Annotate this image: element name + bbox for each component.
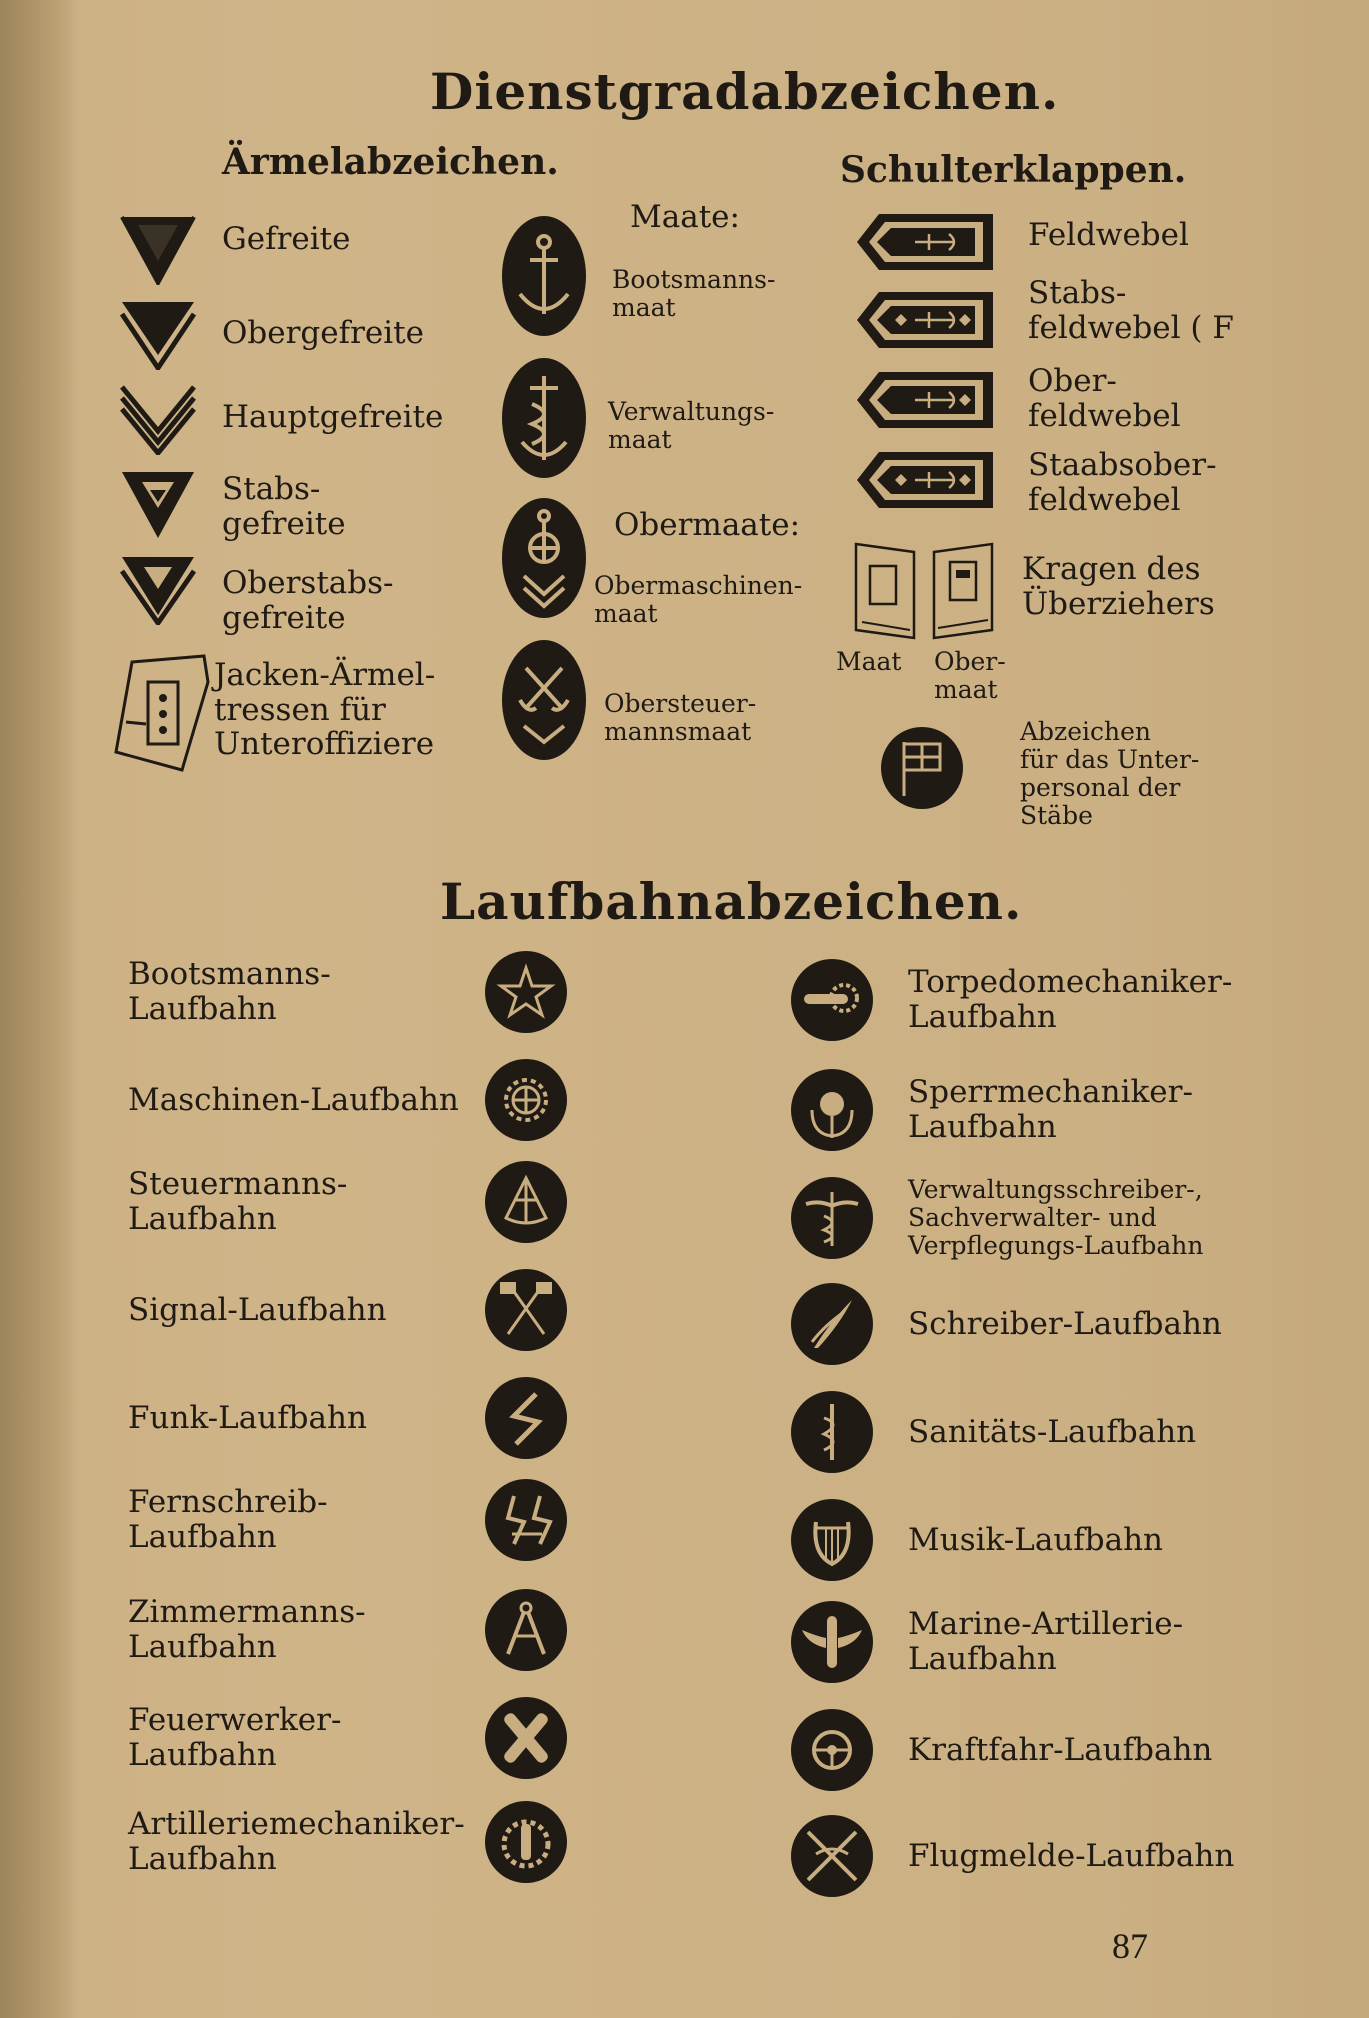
- collar-label: Kragen des Überziehers: [1022, 551, 1215, 622]
- shoulder-label-2: Stabs- feldwebel ( F: [1028, 275, 1234, 346]
- career-right-label-7: Marine-Artillerie- Laufbahn: [908, 1606, 1184, 1677]
- staff-flag-badge-icon: [880, 726, 964, 810]
- gear-shell-badge-icon: [484, 1800, 568, 1884]
- career-right-label-8: Kraftfahr-Laufbahn: [908, 1731, 1213, 1768]
- shoulder-strap-2-icon: [855, 290, 995, 350]
- shoulder-label-3: Ober- feldwebel: [1028, 363, 1181, 434]
- shoulder-label-1: Feldwebel: [1028, 217, 1189, 253]
- crossed-swords-badge-icon: [790, 1814, 874, 1898]
- career-right-label-5: Sanitäts-Laufbahn: [908, 1413, 1197, 1450]
- collar-maat-icon: [852, 542, 918, 642]
- sleeve-label-6: Jacken-Ärmel- tressen für Unteroffiziere: [214, 657, 436, 763]
- anchor-wheel-chevron-oval-badge-icon: [500, 496, 588, 620]
- staff-badge-label: Abzeichen für das Unter- personal der Stäbe: [1020, 717, 1200, 830]
- obermaate-heading: Obermaate:: [614, 507, 801, 543]
- mine-badge-icon: [790, 1068, 874, 1152]
- jacket-sleeve-icon: [112, 652, 212, 772]
- shoulder-strap-3-icon: [855, 370, 995, 430]
- obermaate-label-2: Obersteuer- mannsmaat: [604, 689, 757, 746]
- aesculapius-badge-icon: [790, 1390, 874, 1474]
- double-lightning-badge-icon: [484, 1478, 568, 1562]
- page-title: Dienstgradabzeichen.: [430, 62, 1060, 121]
- lyre-badge-icon: [790, 1498, 874, 1582]
- shoulder-strap-4-icon: [855, 450, 995, 510]
- shoulder-strap-1-icon: [855, 212, 995, 272]
- anchor-oval-badge-icon: [500, 214, 588, 338]
- quills-badge-icon: [790, 1282, 874, 1366]
- career-left-label-7: Zimmermanns- Laufbahn: [128, 1594, 366, 1665]
- career-left-label-1: Bootsmanns- Laufbahn: [128, 956, 331, 1027]
- compass-badge-icon: [484, 1588, 568, 1672]
- anchor-caduceus-oval-badge-icon: [500, 356, 588, 480]
- chevron-1-icon: [120, 215, 196, 285]
- sleeve-label-4: Stabs- gefreite: [222, 471, 346, 542]
- winged-shell-badge-icon: [790, 1600, 874, 1684]
- crossed-flags-badge-icon: [484, 1268, 568, 1352]
- lightning-badge-icon: [484, 1376, 568, 1460]
- star-badge-icon: [484, 950, 568, 1034]
- page-number: 87: [1112, 1926, 1148, 1966]
- career-right-label-9: Flugmelde-Laufbahn: [908, 1837, 1235, 1874]
- chevron-5-icon: [120, 555, 196, 625]
- torpedo-gear-badge-icon: [790, 958, 874, 1042]
- obermaate-label-1: Obermaschinen- maat: [594, 571, 803, 628]
- career-right-label-3: Verwaltungsschreiber-, Sachverwalter- und Verpflegungs-Laufbahn: [908, 1175, 1204, 1260]
- maate-label-2: Verwaltungs- maat: [608, 397, 775, 454]
- caduceus-badge-icon: [790, 1176, 874, 1260]
- career-left-label-5: Funk-Laufbahn: [128, 1399, 367, 1436]
- collar-maat-label: Maat: [836, 647, 902, 676]
- career-right-label-4: Schreiber-Laufbahn: [908, 1305, 1222, 1342]
- career-right-label-1: Torpedomechaniker- Laufbahn: [908, 964, 1233, 1035]
- maate-heading: Maate:: [630, 199, 740, 235]
- crossed-shells-badge-icon: [484, 1696, 568, 1780]
- crossed-anchors-oval-badge-icon: [500, 638, 588, 762]
- career-heading: Laufbahnabzeichen.: [440, 872, 1023, 931]
- chevron-4-icon: [120, 470, 196, 540]
- sleeve-label-2: Obergefreite: [222, 315, 424, 351]
- shoulder-label-4: Staabsober- feldwebel: [1028, 447, 1217, 518]
- career-left-label-6: Fernschreib- Laufbahn: [128, 1484, 328, 1555]
- sleeve-heading: Ärmelabzeichen.: [222, 141, 559, 183]
- career-right-label-6: Musik-Laufbahn: [908, 1521, 1164, 1558]
- chevron-3-icon: [120, 385, 196, 455]
- sleeve-label-1: Gefreite: [222, 221, 351, 257]
- career-left-label-2: Maschinen-Laufbahn: [128, 1081, 459, 1118]
- chevron-2-icon: [120, 300, 196, 370]
- career-left-label-8: Feuerwerker- Laufbahn: [128, 1702, 342, 1773]
- sleeve-label-3: Hauptgefreite: [222, 399, 444, 435]
- steering-wheel-badge-icon: [790, 1708, 874, 1792]
- book-spine-shadow: [0, 0, 78, 2018]
- career-right-label-2: Sperrmechaniker- Laufbahn: [908, 1074, 1193, 1145]
- career-left-label-9: Artilleriemechaniker- Laufbahn: [128, 1806, 465, 1877]
- gear-wheel-badge-icon: [484, 1058, 568, 1142]
- maate-label-1: Bootsmanns- maat: [612, 265, 776, 322]
- sleeve-label-5: Oberstabs- gefreite: [222, 565, 394, 636]
- career-left-label-4: Signal-Laufbahn: [128, 1291, 387, 1328]
- collar-obermaat-label: Ober- maat: [934, 647, 1006, 704]
- career-left-label-3: Steuermanns- Laufbahn: [128, 1166, 348, 1237]
- collar-obermaat-icon: [930, 542, 996, 642]
- shoulder-heading: Schulterklappen.: [840, 149, 1187, 191]
- sextant-badge-icon: [484, 1160, 568, 1244]
